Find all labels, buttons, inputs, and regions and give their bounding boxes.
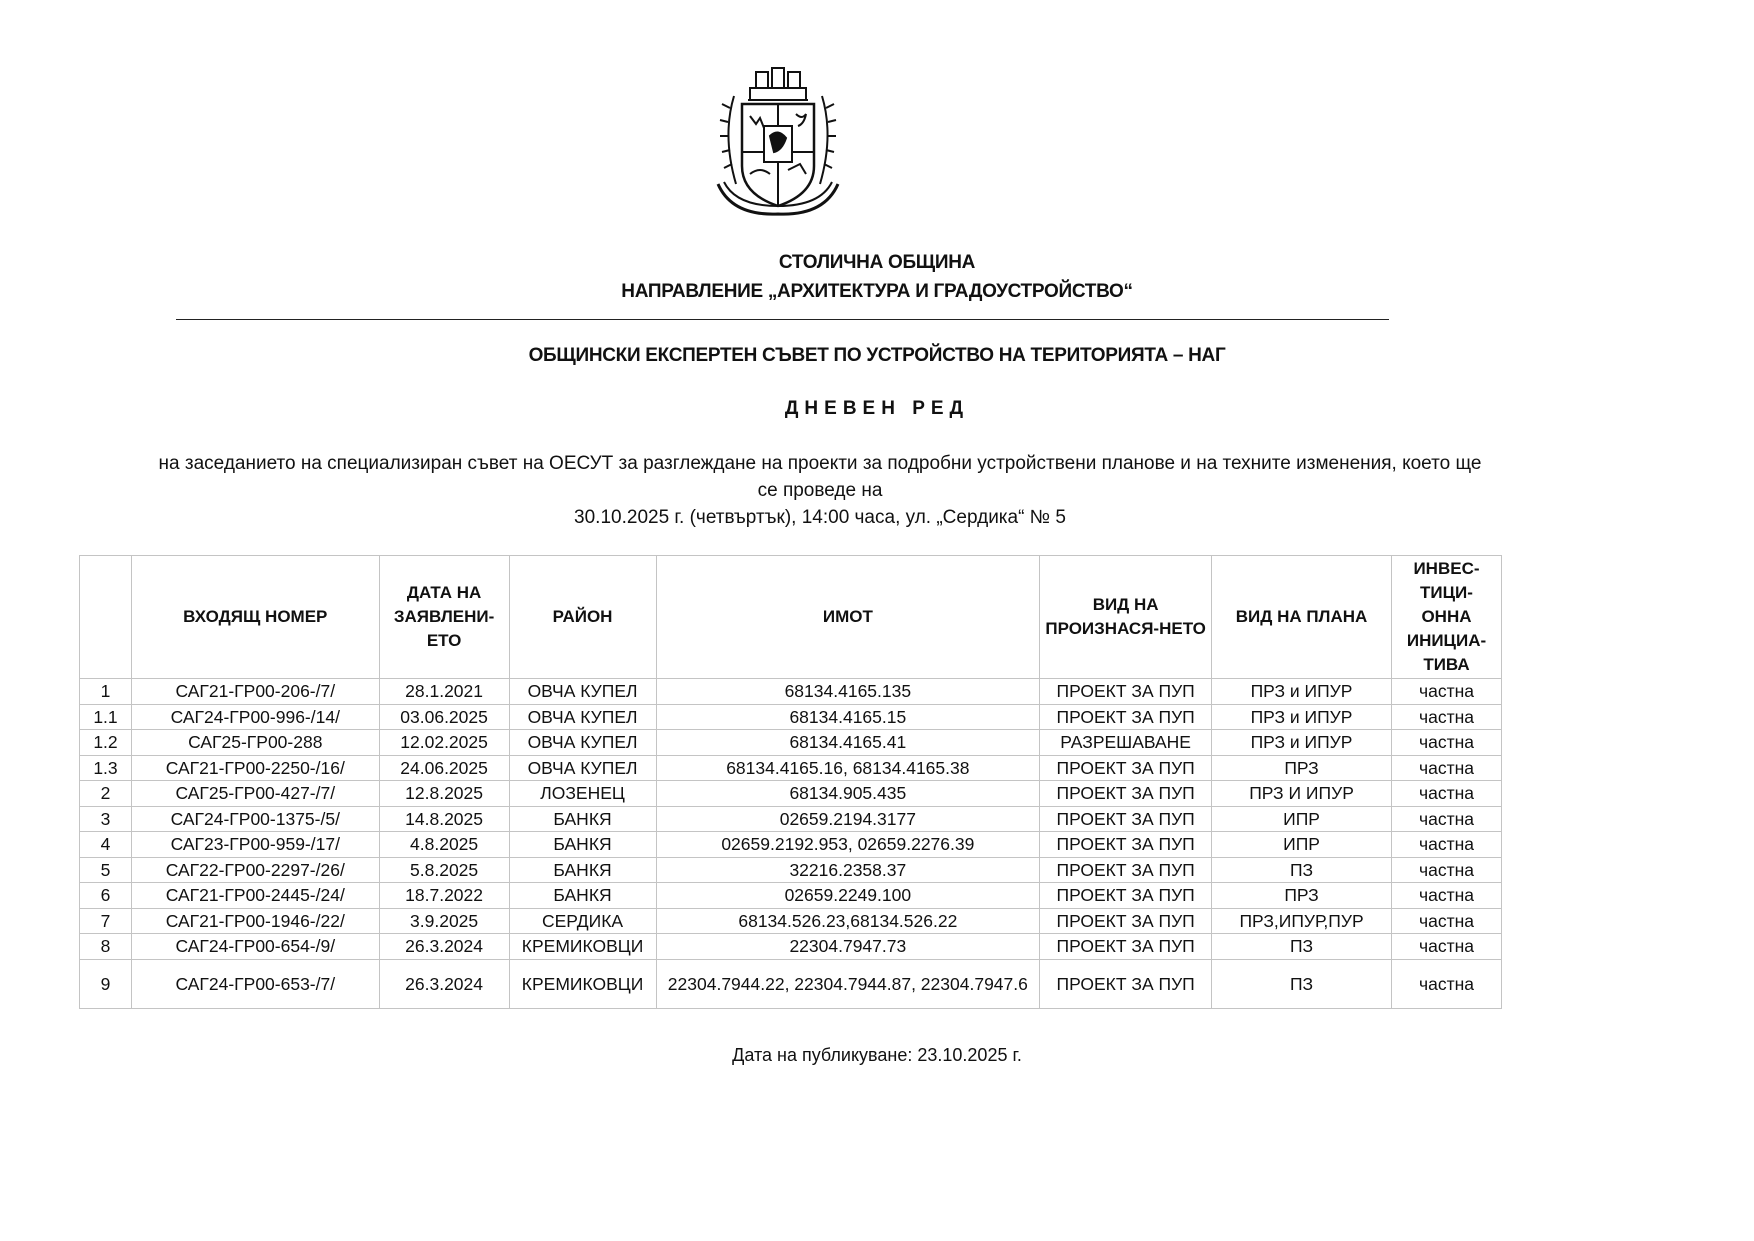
cell-decision-type: ПРОЕКТ ЗА ПУП	[1040, 806, 1212, 832]
cell-property: 22304.7947.73	[656, 934, 1040, 960]
table-row	[80, 755, 1502, 781]
meeting-description: на заседанието на специализиран съвет на ОЕСУТ за разглеждане на проекти за подробни устройствени планове и на техните изменения, което ще се проведе на	[158, 453, 1482, 501]
cell-plan-type: ИПР	[1212, 806, 1392, 832]
table-row	[80, 959, 1502, 1008]
col-header-property: ИМОТ	[656, 556, 1040, 679]
cell-plan-type: ПРЗ	[1212, 883, 1392, 909]
cell-initiative: частна	[1391, 781, 1501, 807]
col-header-initiative: ИНВЕС-ТИЦИ-ОННА ИНИЦИА-ТИВА	[1391, 556, 1501, 679]
organization-name: СТОЛИЧНА ОБЩИНА	[778, 252, 976, 273]
cell-decision-type: ПРОЕКТ ЗА ПУП	[1040, 934, 1212, 960]
table-row	[80, 704, 1502, 730]
cell-district: КРЕМИКОВЦИ	[509, 934, 656, 960]
cell-plan-type: ИПР	[1212, 832, 1392, 858]
cell-application-date: 3.9.2025	[379, 908, 509, 934]
cell-incoming-number: САГ25-ГР00-288	[131, 730, 379, 756]
table-row	[80, 883, 1502, 909]
cell-application-date: 12.02.2025	[379, 730, 509, 756]
cell-decision-type: ПРОЕКТ ЗА ПУП	[1040, 832, 1212, 858]
cell-row-number: 1.2	[80, 730, 132, 756]
cell-district: СЕРДИКА	[509, 908, 656, 934]
department-name: НАПРАВЛЕНИЕ „АРХИТЕКТУРА И ГРАДОУСТРОЙСТВО“	[621, 281, 1133, 302]
cell-initiative: частна	[1391, 883, 1501, 909]
cell-incoming-number: САГ21-ГР00-206-/7/	[131, 679, 379, 705]
cell-plan-type: ПРЗ и ИПУР	[1212, 704, 1392, 730]
cell-plan-type: ПРЗ и ИПУР	[1212, 730, 1392, 756]
cell-property: 02659.2192.953, 02659.2276.39	[656, 832, 1040, 858]
cell-district: БАНКЯ	[509, 883, 656, 909]
col-header-number	[80, 556, 132, 679]
table-row	[80, 679, 1502, 705]
cell-row-number: 2	[80, 781, 132, 807]
cell-application-date: 5.8.2025	[379, 857, 509, 883]
cell-incoming-number: САГ23-ГР00-959-/17/	[131, 832, 379, 858]
table-row	[80, 806, 1502, 832]
cell-property: 68134.526.23,68134.526.22	[656, 908, 1040, 934]
cell-application-date: 18.7.2022	[379, 883, 509, 909]
cell-property: 68134.4165.16, 68134.4165.38	[656, 755, 1040, 781]
table-row	[80, 857, 1502, 883]
cell-row-number: 1.1	[80, 704, 132, 730]
cell-decision-type: ПРОЕКТ ЗА ПУП	[1040, 704, 1212, 730]
cell-initiative: частна	[1391, 806, 1501, 832]
cell-decision-type: РАЗРЕШАВАНЕ	[1040, 730, 1212, 756]
cell-plan-type: ПРЗ,ИПУР,ПУР	[1212, 908, 1392, 934]
meeting-date-location: 30.10.2025 г. (четвъртък), 14:00 часа, ул. „Сердика“ № 5	[574, 507, 1066, 528]
cell-decision-type: ПРОЕКТ ЗА ПУП	[1040, 959, 1212, 1008]
cell-plan-type: ПРЗ и ИПУР	[1212, 679, 1392, 705]
cell-property: 68134.4165.41	[656, 730, 1040, 756]
cell-application-date: 14.8.2025	[379, 806, 509, 832]
cell-decision-type: ПРОЕКТ ЗА ПУП	[1040, 679, 1212, 705]
cell-application-date: 4.8.2025	[379, 832, 509, 858]
cell-plan-type: ПЗ	[1212, 857, 1392, 883]
cell-district: ОВЧА КУПЕЛ	[509, 679, 656, 705]
meeting-intro	[150, 450, 1490, 531]
cell-district: ОВЧА КУПЕЛ	[509, 730, 656, 756]
agenda-table	[79, 555, 1502, 1009]
cell-row-number: 7	[80, 908, 132, 934]
cell-incoming-number: САГ25-ГР00-427-/7/	[131, 781, 379, 807]
cell-incoming-number: САГ24-ГР00-1375-/5/	[131, 806, 379, 832]
cell-incoming-number: САГ24-ГР00-653-/7/	[131, 959, 379, 1008]
cell-initiative: частна	[1391, 679, 1501, 705]
cell-row-number: 8	[80, 934, 132, 960]
cell-incoming-number: САГ24-ГР00-654-/9/	[131, 934, 379, 960]
cell-district: КРЕМИКОВЦИ	[509, 959, 656, 1008]
cell-district: БАНКЯ	[509, 806, 656, 832]
cell-application-date: 12.8.2025	[379, 781, 509, 807]
cell-decision-type: ПРОЕКТ ЗА ПУП	[1040, 883, 1212, 909]
cell-row-number: 9	[80, 959, 132, 1008]
cell-row-number: 6	[80, 883, 132, 909]
cell-incoming-number: САГ21-ГР00-1946-/22/	[131, 908, 379, 934]
cell-initiative: частна	[1391, 704, 1501, 730]
cell-property: 68134.4165.135	[656, 679, 1040, 705]
cell-row-number: 4	[80, 832, 132, 858]
cell-row-number: 1.3	[80, 755, 132, 781]
cell-decision-type: ПРОЕКТ ЗА ПУП	[1040, 755, 1212, 781]
table-row	[80, 908, 1502, 934]
cell-application-date: 26.3.2024	[379, 959, 509, 1008]
col-header-plan-type: ВИД НА ПЛАНА	[1212, 556, 1392, 679]
cell-plan-type: ПЗ	[1212, 934, 1392, 960]
cell-district: ЛОЗЕНЕЦ	[509, 781, 656, 807]
cell-row-number: 5	[80, 857, 132, 883]
cell-application-date: 24.06.2025	[379, 755, 509, 781]
cell-decision-type: ПРОЕКТ ЗА ПУП	[1040, 857, 1212, 883]
cell-incoming-number: САГ21-ГР00-2445-/24/	[131, 883, 379, 909]
cell-initiative: частна	[1391, 934, 1501, 960]
cell-district: ОВЧА КУПЕЛ	[509, 755, 656, 781]
cell-initiative: частна	[1391, 959, 1501, 1008]
cell-decision-type: ПРОЕКТ ЗА ПУП	[1040, 908, 1212, 934]
table-row	[80, 832, 1502, 858]
table-header-row	[80, 556, 1502, 679]
table-row	[80, 730, 1502, 756]
publication-date: Дата на публикуване: 23.10.2025 г.	[732, 1045, 1022, 1065]
cell-plan-type: ПРЗ И ИПУР	[1212, 781, 1392, 807]
cell-incoming-number: САГ22-ГР00-2297-/26/	[131, 857, 379, 883]
council-title: ОБЩИНСКИ ЕКСПЕРТЕН СЪВЕТ ПО УСТРОЙСТВО НА ТЕРИТОРИЯТА – НАГ	[528, 345, 1226, 366]
cell-application-date: 03.06.2025	[379, 704, 509, 730]
cell-row-number: 3	[80, 806, 132, 832]
table-row	[80, 934, 1502, 960]
cell-plan-type: ПЗ	[1212, 959, 1392, 1008]
header-divider	[176, 319, 1389, 320]
table-row	[80, 781, 1502, 807]
col-header-district: РАЙОН	[509, 556, 656, 679]
cell-property: 02659.2194.3177	[656, 806, 1040, 832]
cell-property: 02659.2249.100	[656, 883, 1040, 909]
cell-application-date: 28.1.2021	[379, 679, 509, 705]
cell-property: 32216.2358.37	[656, 857, 1040, 883]
cell-district: ОВЧА КУПЕЛ	[509, 704, 656, 730]
agenda-title: ДНЕВЕН РЕД	[784, 398, 970, 419]
cell-incoming-number: САГ24-ГР00-996-/14/	[131, 704, 379, 730]
cell-initiative: частна	[1391, 730, 1501, 756]
cell-row-number: 1	[80, 679, 132, 705]
col-header-application-date: ДАТА НА ЗАЯВЛЕНИ-ЕТО	[379, 556, 509, 679]
cell-initiative: частна	[1391, 857, 1501, 883]
cell-district: БАНКЯ	[509, 832, 656, 858]
cell-initiative: частна	[1391, 832, 1501, 858]
cell-initiative: частна	[1391, 755, 1501, 781]
cell-decision-type: ПРОЕКТ ЗА ПУП	[1040, 781, 1212, 807]
cell-initiative: частна	[1391, 908, 1501, 934]
cell-application-date: 26.3.2024	[379, 934, 509, 960]
col-header-decision-type: ВИД НА ПРОИЗНАСЯ-НЕТО	[1040, 556, 1212, 679]
cell-property: 68134.905.435	[656, 781, 1040, 807]
cell-property: 68134.4165.15	[656, 704, 1040, 730]
coat-of-arms-icon	[712, 66, 844, 218]
cell-plan-type: ПРЗ	[1212, 755, 1392, 781]
cell-incoming-number: САГ21-ГР00-2250-/16/	[131, 755, 379, 781]
cell-district: БАНКЯ	[509, 857, 656, 883]
col-header-incoming-number: ВХОДЯЩ НОМЕР	[131, 556, 379, 679]
cell-property: 22304.7944.22, 22304.7944.87, 22304.7947.6	[656, 959, 1040, 1008]
